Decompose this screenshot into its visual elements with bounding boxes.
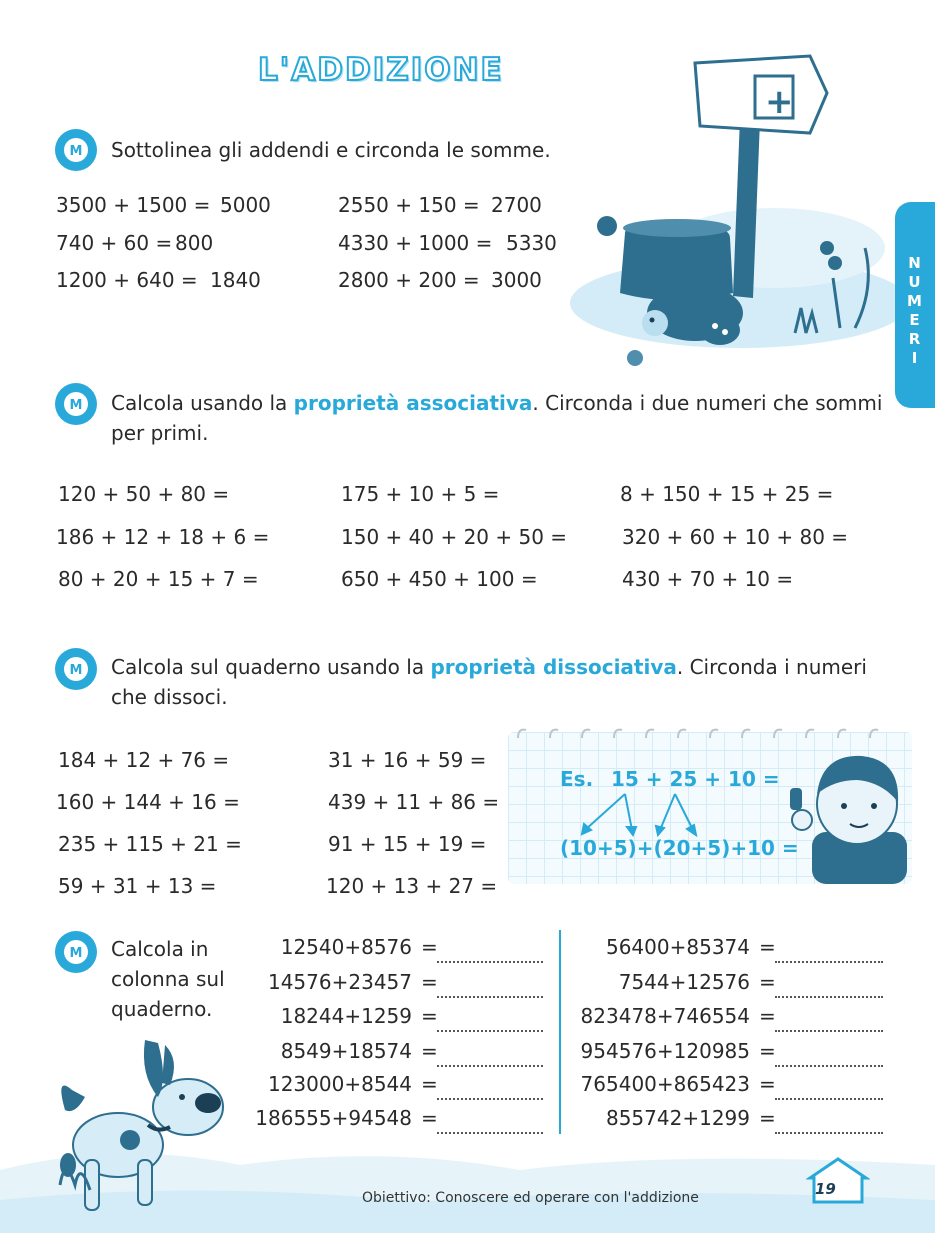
equals-sign: = xyxy=(759,935,776,959)
exercise-4-instruction-line: Calcola in xyxy=(111,937,209,961)
answer-line[interactable] xyxy=(775,1065,883,1067)
ex1-expr: 3500 + 1500 = xyxy=(56,193,211,217)
equals-sign: = xyxy=(421,1004,438,1028)
ex3-expr: 184 + 12 + 76 = xyxy=(58,748,230,772)
equals-sign: = xyxy=(421,1039,438,1063)
exercise-3-instruction: Calcola sul quaderno usando la proprietà dissociativa. Circonda i numeri che dissoci. xyxy=(111,655,867,709)
answer-line[interactable] xyxy=(437,1098,543,1100)
ex3-expr: 160 + 144 + 16 = xyxy=(56,790,240,814)
ex1-answer: 1840 xyxy=(210,268,261,292)
ex1-answer: 2700 xyxy=(491,193,542,217)
exercise-1-badge-icon xyxy=(54,128,98,172)
example-bottom-expression: (10+5)+(20+5)+10 = xyxy=(560,836,799,860)
exercise-4-instruction-line: quaderno. xyxy=(111,997,213,1021)
ex2-expr: 320 + 60 + 10 + 80 = xyxy=(622,525,849,549)
example-arrows xyxy=(560,790,740,840)
column-divider xyxy=(559,930,561,1134)
boy-illustration xyxy=(782,742,912,884)
column-sum: 14576+23457 xyxy=(267,970,412,994)
ex3-expr: 91 + 15 + 19 = xyxy=(328,832,487,856)
column-sum: 8549+18574 xyxy=(280,1039,412,1063)
column-sum: 765400+865423 xyxy=(580,1072,750,1096)
svg-text:M: M xyxy=(69,663,83,678)
signpost-illustration xyxy=(565,48,895,378)
answer-line[interactable] xyxy=(775,1030,883,1032)
page-title: L'ADDIZIONE xyxy=(258,52,504,88)
equals-sign: = xyxy=(421,935,438,959)
ex1-answer: 800 xyxy=(175,231,214,255)
equals-sign: = xyxy=(759,1004,776,1028)
equals-sign: = xyxy=(759,1072,776,1096)
answer-line[interactable] xyxy=(775,1098,883,1100)
ex1-expr: 4330 + 1000 = xyxy=(338,231,493,255)
answer-line[interactable] xyxy=(437,1065,543,1067)
svg-text:M: M xyxy=(69,398,83,413)
ex3-expr: 31 + 16 + 59 = xyxy=(328,748,487,772)
ex1-answer: 5330 xyxy=(506,231,557,255)
side-tab-label: N U M E R I xyxy=(907,254,923,367)
column-sum: 7544+12576 xyxy=(618,970,750,994)
exercise-3-badge-icon xyxy=(54,647,98,691)
ex2-expr: 8 + 150 + 15 + 25 = xyxy=(620,482,834,506)
page-number: 19 xyxy=(815,1180,836,1198)
answer-line[interactable] xyxy=(437,1030,543,1032)
equals-sign: = xyxy=(421,970,438,994)
column-sum: 18244+1259 xyxy=(280,1004,412,1028)
column-sum: 56400+85374 xyxy=(605,935,750,959)
column-sum: 855742+1299 xyxy=(605,1106,750,1130)
svg-text:M: M xyxy=(69,144,83,159)
ex1-answer: 3000 xyxy=(491,268,542,292)
exercise-1-instruction: Sottolinea gli addendi e circonda le somme. xyxy=(111,138,551,162)
exercise-4-badge-icon xyxy=(54,930,98,974)
column-sum: 123000+8544 xyxy=(267,1072,412,1096)
exercise-2-badge-icon xyxy=(54,382,98,426)
ex3-expr: 235 + 115 + 21 = xyxy=(58,832,242,856)
spiral-binding xyxy=(508,724,912,744)
svg-text:M: M xyxy=(69,946,83,961)
dog-illustration xyxy=(40,1035,240,1233)
ex1-answer: 5000 xyxy=(220,193,271,217)
footer-objective: Obiettivo: Conoscere ed operare con l'addizione xyxy=(362,1190,699,1206)
exercise-2-instruction: Calcola usando la proprietà associativa. Circonda i due numeri che sommi per primi. xyxy=(111,391,883,445)
example-top-expression: 15 + 25 + 10 = xyxy=(611,767,780,791)
ex2-expr: 430 + 70 + 10 = xyxy=(622,567,794,591)
equals-sign: = xyxy=(759,970,776,994)
column-sum: 954576+120985 xyxy=(580,1039,750,1063)
ex2-expr: 80 + 20 + 15 + 7 = xyxy=(58,567,259,591)
column-sum: 12540+8576 xyxy=(280,935,412,959)
side-tab xyxy=(895,202,935,408)
ex1-expr: 740 + 60 = xyxy=(56,231,173,255)
ex1-expr: 2550 + 150 = xyxy=(338,193,480,217)
ex2-expr: 120 + 50 + 80 = xyxy=(58,482,230,506)
equals-sign: = xyxy=(759,1039,776,1063)
answer-line[interactable] xyxy=(775,996,883,998)
ex2-expr: 186 + 12 + 18 + 6 = xyxy=(56,525,270,549)
column-sum: 823478+746554 xyxy=(580,1004,750,1028)
answer-line[interactable] xyxy=(437,961,543,963)
ex3-expr: 439 + 11 + 86 = xyxy=(328,790,500,814)
equals-sign: = xyxy=(421,1072,438,1096)
column-sum: 186555+94548 xyxy=(255,1106,412,1130)
exercise-4-instruction-line: colonna sul xyxy=(111,967,225,991)
ex1-expr: 1200 + 640 = xyxy=(56,268,198,292)
equals-sign: = xyxy=(421,1106,438,1130)
example-label: Es. xyxy=(560,767,594,791)
equals-sign: = xyxy=(759,1106,776,1130)
answer-line[interactable] xyxy=(775,961,883,963)
ex2-expr: 175 + 10 + 5 = xyxy=(341,482,500,506)
ex1-expr: 2800 + 200 = xyxy=(338,268,480,292)
plus-sign-symbol: + xyxy=(765,82,794,122)
answer-line[interactable] xyxy=(437,996,543,998)
ex2-expr: 150 + 40 + 20 + 50 = xyxy=(341,525,568,549)
ex3-expr: 120 + 13 + 27 = xyxy=(326,874,498,898)
ex3-expr: 59 + 31 + 13 = xyxy=(58,874,217,898)
ex2-expr: 650 + 450 + 100 = xyxy=(341,567,538,591)
